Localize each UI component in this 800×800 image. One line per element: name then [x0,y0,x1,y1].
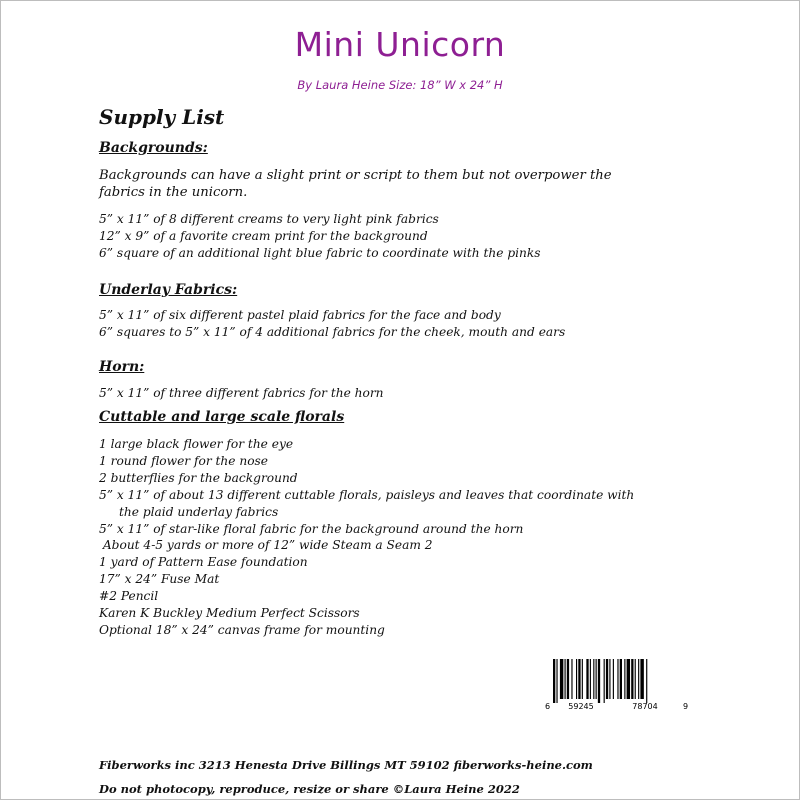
barcode-right-group: 78704 [632,702,658,711]
list-item: 6” square of an additional light blue fabric to coordinate with the pinks [99,246,541,260]
list-item: 5” x 11” of about 13 different cuttable florals, paisleys and leaves that coordinate with [99,487,635,502]
florals-heading: Cuttable and large scale florals [99,409,345,425]
list-item: 5” x 11” of star-like floral fabric for the background around the horn [99,521,524,536]
barcode-trail-digit: 9 [683,702,689,711]
barcode-bar [596,659,597,699]
barcode-bar [620,659,622,699]
barcode-bar [560,659,563,699]
list-item: 2 butterflies for the background [99,470,298,485]
barcode-bar [598,659,600,703]
byline: By Laura Heine Size: 18” W x 24” H [297,78,503,92]
list-item: 6” squares to 5” x 11” of 4 additional fabrics for the cheek, mouth and ears [99,325,566,339]
list-item: 12” x 9” of a favorite cream print for the background [99,229,428,243]
barcode-bar [604,659,605,703]
list-item: 5” x 11” of six different pastel plaid fabrics for the face and body [99,308,501,322]
barcode-bar [590,659,591,699]
list-item: About 4-5 yards or more of 12” wide Steam a Seam 2 [99,538,433,553]
supply-list-heading: Supply List [99,105,225,129]
barcode-bar [617,659,618,699]
barcode-bar [586,659,588,699]
barcode-bar [571,659,572,699]
barcode-lead-digit: 6 [545,702,551,711]
horn-list [99,385,384,402]
barcode-bar [576,659,577,699]
backgrounds-intro [99,167,612,201]
barcode-bar [606,659,608,699]
list-item: #2 Pencil [99,589,159,604]
barcode-bar [640,659,643,699]
barcode-bar [631,659,633,699]
list-item: 5” x 11” of three different fabrics for the horn [99,386,384,400]
backgrounds-intro-line: Backgrounds can have a slight print or script to them but not overpower the [99,168,612,183]
footer-address: Fiberworks inc 3213 Henesta Drive Billings MT 59102 fiberworks-heine.com [99,758,593,772]
list-item: 17” x 24” Fuse Mat [99,572,220,587]
barcode-bar [565,659,566,699]
barcode-bar [635,659,636,699]
list-item: 1 large black flower for the eye [99,437,294,451]
backgrounds-intro-line: fabrics in the unicorn. [99,185,248,200]
backgrounds-heading: Backgrounds: [99,140,208,156]
underlay-heading: Underlay Fabrics: [99,282,238,298]
barcode-bar [593,659,594,699]
barcode-bar [578,659,580,699]
barcode-bar [624,659,625,699]
barcode-graphic [541,659,691,715]
list-item: 1 round flower for the nose [99,453,269,468]
barcode-bar [553,659,555,703]
list-item: 5” x 11” of 8 different creams to very light pink fabrics [99,212,439,226]
list-item: 1 yard of Pattern Ease foundation [99,555,308,570]
backgrounds-list [99,211,541,262]
barcode-bar [567,659,569,699]
horn-heading: Horn: [99,359,145,375]
barcode-bar [609,659,610,699]
page-title: Mini Unicorn [294,25,506,64]
footer-notice: Do not photocopy, reproduce, resize or share ©Laura Heine 2022 [99,782,520,796]
barcode-bar [613,659,614,699]
list-item: Karen K Buckley Medium Perfect Scissors [99,606,360,621]
florals-list [99,436,634,639]
barcode-bar [556,659,557,703]
barcode-bar [646,659,647,703]
barcode-bar [582,659,583,699]
barcode-bar [627,659,630,699]
barcode-bar [638,659,639,699]
underlay-list [99,307,565,341]
barcode [541,659,691,715]
barcode-left-group: 59245 [568,702,594,711]
list-item: the plaid underlay fabrics [119,504,279,519]
list-item: Optional 18” x 24” canvas frame for mounting [99,622,385,637]
